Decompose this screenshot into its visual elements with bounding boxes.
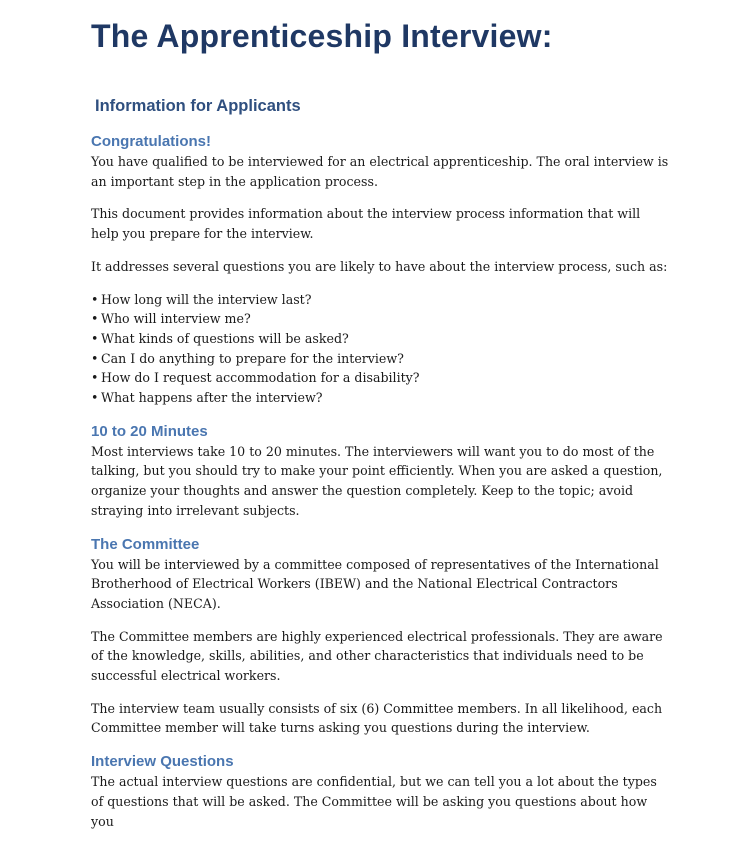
bullet-icon: • [91,370,99,386]
section-heading-duration: 10 to 20 Minutes [91,422,208,440]
bullet-icon: • [91,291,99,307]
document-subtitle: Information for Applicants [95,97,301,115]
list-item: • Who will interview me? [91,309,671,329]
section-heading-congratulations: Congratulations! [91,133,211,150]
list-item: • How long will the interview last? [91,290,671,310]
list-item: • Can I do anything to prepare for the interview? [91,349,671,369]
document-page [91,14,671,831]
paragraph: It addresses several questions you are likely to have about the interview process, such as: [91,258,668,274]
paragraph: The interview team usually consists of six (6) Committee members. In all likelihood, each Committee member will take turns asking you questions during the interview. [91,700,663,736]
section-heading-committee: The Committee [91,535,200,553]
bullet-icon: • [91,311,99,327]
list-item: • What happens after the interview? [91,388,671,408]
bullet-icon: • [91,330,99,346]
paragraph: This document provides information about the interview process information that will help you prepare for the interview. [91,206,641,242]
list-item: • What kinds of questions will be asked? [91,329,671,349]
paragraph: The Committee members are highly experienced electrical professionals. They are aware of the knowledge, skills, abilities, and other characteristics that individuals need to be successful electrical workers. [91,628,663,684]
paragraph: You will be interviewed by a committee composed of representatives of the International Brotherhood of Electrical Workers (IBEW) and the National Electrical Contractors Association (NECA). [91,556,659,611]
question-list [91,290,671,408]
section-heading-interview-questions: Interview Questions [91,753,234,771]
paragraph: The actual interview questions are confidential, but we can tell you a lot about the types of questions that will be asked. The Committee will be asking you questions about how you [91,774,657,829]
bullet-icon: • [91,390,99,406]
document-title: The Apprenticeship Interview: [91,18,553,54]
bullet-icon: • [91,350,99,366]
list-item: • How do I request accommodation for a disability? [91,368,671,388]
paragraph: Most interviews take 10 to 20 minutes. The interviewers will want you to do most of the talking, but you should try to make your point efficiently. When you are asked a question, organize your thoughts and answer the question completely. Keep to the topic; avoid straying into irrelevant subjects. [91,443,663,518]
paragraph: You have qualified to be interviewed for an electrical apprenticeship. The oral interview is an important step in the application process. [91,154,669,189]
